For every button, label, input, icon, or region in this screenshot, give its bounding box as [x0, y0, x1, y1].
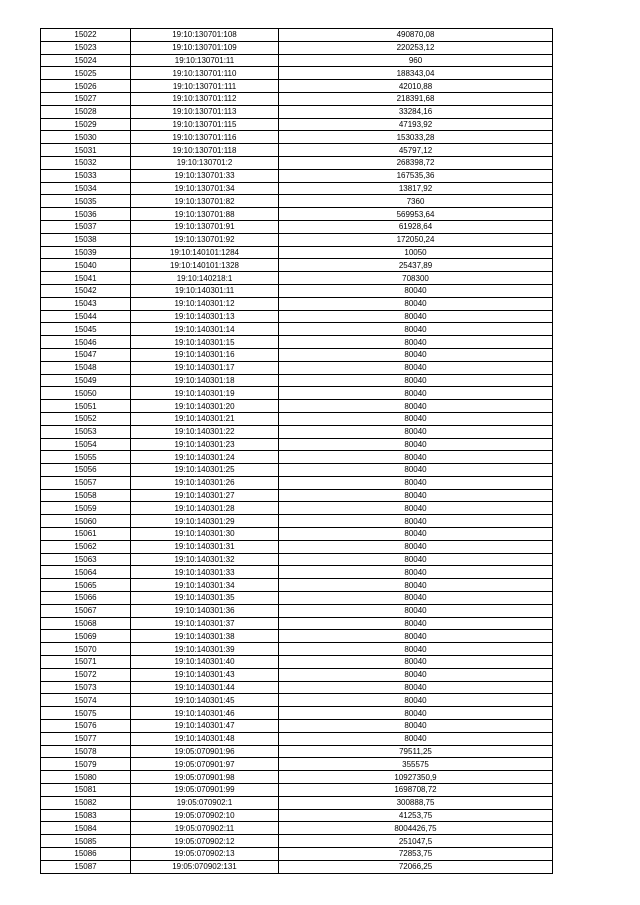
- cadastral-number-cell: 19:10:140301:19: [131, 387, 279, 400]
- row-number-cell: 15032: [41, 156, 131, 169]
- cadastral-number-cell: 19:10:140301:18: [131, 374, 279, 387]
- table-row: [41, 515, 553, 528]
- value-cell: 80040: [279, 617, 553, 630]
- row-number-cell: 15034: [41, 182, 131, 195]
- cadastral-number-cell: 19:10:130701:113: [131, 105, 279, 118]
- table-row: [41, 540, 553, 553]
- cadastral-number-cell: 19:10:130701:11: [131, 54, 279, 67]
- table-row: [41, 310, 553, 323]
- table-row: [41, 374, 553, 387]
- row-number-cell: 15069: [41, 630, 131, 643]
- row-number-cell: 15042: [41, 284, 131, 297]
- table-row: [41, 681, 553, 694]
- table-row: [41, 67, 553, 80]
- value-cell: 569953,64: [279, 208, 553, 221]
- value-cell: 80040: [279, 438, 553, 451]
- table-row: [41, 566, 553, 579]
- value-cell: 80040: [279, 502, 553, 515]
- value-cell: 80040: [279, 707, 553, 720]
- table-row: [41, 848, 553, 861]
- row-number-cell: 15029: [41, 118, 131, 131]
- cadastral-number-cell: 19:10:130701:108: [131, 29, 279, 42]
- table-row: [41, 105, 553, 118]
- table-row: [41, 489, 553, 502]
- row-number-cell: 15039: [41, 246, 131, 259]
- row-number-cell: 15055: [41, 451, 131, 464]
- row-number-cell: 15073: [41, 681, 131, 694]
- row-number-cell: 15057: [41, 476, 131, 489]
- table-body: [41, 29, 553, 874]
- cadastral-number-cell: 19:10:140301:40: [131, 656, 279, 669]
- value-cell: 80040: [279, 681, 553, 694]
- table-row: [41, 464, 553, 477]
- value-cell: 80040: [279, 515, 553, 528]
- value-cell: 80040: [279, 694, 553, 707]
- table-row: [41, 617, 553, 630]
- row-number-cell: 15036: [41, 208, 131, 221]
- row-number-cell: 15064: [41, 566, 131, 579]
- row-number-cell: 15044: [41, 310, 131, 323]
- cadastral-number-cell: 19:10:130701:2: [131, 156, 279, 169]
- table-row: [41, 579, 553, 592]
- row-number-cell: 15080: [41, 771, 131, 784]
- cadastral-number-cell: 19:05:070901:96: [131, 745, 279, 758]
- value-cell: 80040: [279, 643, 553, 656]
- cadastral-number-cell: 19:10:130701:88: [131, 208, 279, 221]
- cadastral-number-cell: 19:10:140301:45: [131, 694, 279, 707]
- table-row: [41, 144, 553, 157]
- cadastral-number-cell: 19:10:140301:20: [131, 400, 279, 413]
- value-cell: 80040: [279, 336, 553, 349]
- row-number-cell: 15066: [41, 592, 131, 605]
- cadastral-number-cell: 19:10:130701:115: [131, 118, 279, 131]
- row-number-cell: 15045: [41, 323, 131, 336]
- value-cell: 80040: [279, 720, 553, 733]
- cadastral-number-cell: 19:10:140301:33: [131, 566, 279, 579]
- table-row: [41, 80, 553, 93]
- cadastral-number-cell: 19:10:140301:26: [131, 476, 279, 489]
- table-row: [41, 707, 553, 720]
- value-cell: 80040: [279, 489, 553, 502]
- cadastral-number-cell: 19:05:070902:10: [131, 809, 279, 822]
- row-number-cell: 15027: [41, 92, 131, 105]
- table-row: [41, 118, 553, 131]
- table-row: [41, 92, 553, 105]
- value-cell: 960: [279, 54, 553, 67]
- value-cell: 708300: [279, 272, 553, 285]
- cadastral-number-cell: 19:10:140301:44: [131, 681, 279, 694]
- row-number-cell: 15023: [41, 41, 131, 54]
- table-row: [41, 412, 553, 425]
- row-number-cell: 15060: [41, 515, 131, 528]
- row-number-cell: 15076: [41, 720, 131, 733]
- value-cell: 80040: [279, 656, 553, 669]
- cadastral-number-cell: 19:10:130701:112: [131, 92, 279, 105]
- cadastral-number-cell: 19:05:070902:12: [131, 835, 279, 848]
- value-cell: 167535,36: [279, 169, 553, 182]
- row-number-cell: 15061: [41, 528, 131, 541]
- cadastral-number-cell: 19:10:140218:1: [131, 272, 279, 285]
- row-number-cell: 15078: [41, 745, 131, 758]
- value-cell: 251047,5: [279, 835, 553, 848]
- cadastral-number-cell: 19:10:130701:118: [131, 144, 279, 157]
- cadastral-number-cell: 19:05:070901:97: [131, 758, 279, 771]
- cadastral-number-cell: 19:10:140301:24: [131, 451, 279, 464]
- table-row: [41, 54, 553, 67]
- value-cell: 33284,16: [279, 105, 553, 118]
- value-cell: 80040: [279, 361, 553, 374]
- row-number-cell: 15075: [41, 707, 131, 720]
- cadastral-number-cell: 19:10:140101:1328: [131, 259, 279, 272]
- row-number-cell: 15022: [41, 29, 131, 42]
- row-number-cell: 15041: [41, 272, 131, 285]
- table-row: [41, 809, 553, 822]
- row-number-cell: 15031: [41, 144, 131, 157]
- table-row: [41, 29, 553, 42]
- row-number-cell: 15087: [41, 860, 131, 873]
- cadastral-number-cell: 19:10:140301:17: [131, 361, 279, 374]
- row-number-cell: 15058: [41, 489, 131, 502]
- row-number-cell: 15068: [41, 617, 131, 630]
- table-row: [41, 592, 553, 605]
- cadastral-number-cell: 19:05:070901:99: [131, 784, 279, 797]
- table-row: [41, 771, 553, 784]
- cadastral-number-cell: 19:10:140301:43: [131, 668, 279, 681]
- value-cell: 80040: [279, 566, 553, 579]
- table-row: [41, 387, 553, 400]
- cadastral-number-cell: 19:10:130701:109: [131, 41, 279, 54]
- cadastral-number-cell: 19:10:140301:15: [131, 336, 279, 349]
- table-row: [41, 169, 553, 182]
- cadastral-number-cell: 19:10:140301:38: [131, 630, 279, 643]
- cadastral-number-cell: 19:10:140301:22: [131, 425, 279, 438]
- cadastral-number-cell: 19:05:070901:98: [131, 771, 279, 784]
- table-row: [41, 208, 553, 221]
- value-cell: 41253,75: [279, 809, 553, 822]
- cadastral-number-cell: 19:05:070902:11: [131, 822, 279, 835]
- row-number-cell: 15072: [41, 668, 131, 681]
- row-number-cell: 15040: [41, 259, 131, 272]
- value-cell: 25437,89: [279, 259, 553, 272]
- cadastral-number-cell: 19:10:140301:25: [131, 464, 279, 477]
- table-row: [41, 835, 553, 848]
- row-number-cell: 15053: [41, 425, 131, 438]
- row-number-cell: 15050: [41, 387, 131, 400]
- table-row: [41, 476, 553, 489]
- value-cell: 72066,25: [279, 860, 553, 873]
- value-cell: 80040: [279, 540, 553, 553]
- cadastral-number-cell: 19:10:140301:36: [131, 604, 279, 617]
- table-row: [41, 361, 553, 374]
- cadastral-number-cell: 19:10:140301:39: [131, 643, 279, 656]
- row-number-cell: 15082: [41, 796, 131, 809]
- table-row: [41, 668, 553, 681]
- row-number-cell: 15086: [41, 848, 131, 861]
- value-cell: 80040: [279, 451, 553, 464]
- table-row: [41, 246, 553, 259]
- table-row: [41, 400, 553, 413]
- row-number-cell: 15065: [41, 579, 131, 592]
- value-cell: 10927350,9: [279, 771, 553, 784]
- value-cell: 80040: [279, 630, 553, 643]
- cadastral-number-cell: 19:10:130701:116: [131, 131, 279, 144]
- row-number-cell: 15026: [41, 80, 131, 93]
- row-number-cell: 15047: [41, 348, 131, 361]
- value-cell: 80040: [279, 592, 553, 605]
- cadastral-number-cell: 19:10:140301:48: [131, 732, 279, 745]
- value-cell: 80040: [279, 528, 553, 541]
- cadastral-number-cell: 19:10:130701:82: [131, 195, 279, 208]
- value-cell: 80040: [279, 412, 553, 425]
- table-row: [41, 348, 553, 361]
- value-cell: 220253,12: [279, 41, 553, 54]
- value-cell: 153033,28: [279, 131, 553, 144]
- cadastral-number-cell: 19:10:140301:34: [131, 579, 279, 592]
- value-cell: 8004426,75: [279, 822, 553, 835]
- row-number-cell: 15070: [41, 643, 131, 656]
- cadastral-number-cell: 19:10:140301:31: [131, 540, 279, 553]
- table-row: [41, 860, 553, 873]
- row-number-cell: 15025: [41, 67, 131, 80]
- row-number-cell: 15067: [41, 604, 131, 617]
- cadastral-number-cell: 19:10:130701:34: [131, 182, 279, 195]
- value-cell: 42010,88: [279, 80, 553, 93]
- value-cell: 7360: [279, 195, 553, 208]
- cadastral-number-cell: 19:10:140301:29: [131, 515, 279, 528]
- row-number-cell: 15081: [41, 784, 131, 797]
- table-row: [41, 233, 553, 246]
- table-row: [41, 784, 553, 797]
- row-number-cell: 15038: [41, 233, 131, 246]
- table-row: [41, 297, 553, 310]
- table-row: [41, 195, 553, 208]
- value-cell: 10050: [279, 246, 553, 259]
- table-row: [41, 553, 553, 566]
- row-number-cell: 15062: [41, 540, 131, 553]
- cadastral-number-cell: 19:10:140301:47: [131, 720, 279, 733]
- cadastral-number-cell: 19:10:140101:1284: [131, 246, 279, 259]
- table-row: [41, 796, 553, 809]
- cadastral-number-cell: 19:10:140301:11: [131, 284, 279, 297]
- table-row: [41, 425, 553, 438]
- value-cell: 1698708,72: [279, 784, 553, 797]
- value-cell: 80040: [279, 476, 553, 489]
- table-row: [41, 630, 553, 643]
- row-number-cell: 15030: [41, 131, 131, 144]
- value-cell: 80040: [279, 553, 553, 566]
- cadastral-number-cell: 19:05:070902:131: [131, 860, 279, 873]
- cadastral-number-cell: 19:10:140301:14: [131, 323, 279, 336]
- table-row: [41, 502, 553, 515]
- value-cell: 218391,68: [279, 92, 553, 105]
- row-number-cell: 15063: [41, 553, 131, 566]
- cadastral-number-cell: 19:05:070902:13: [131, 848, 279, 861]
- cadastral-number-cell: 19:10:140301:16: [131, 348, 279, 361]
- cadastral-number-cell: 19:10:130701:110: [131, 67, 279, 80]
- row-number-cell: 15077: [41, 732, 131, 745]
- row-number-cell: 15033: [41, 169, 131, 182]
- table-row: [41, 336, 553, 349]
- row-number-cell: 15051: [41, 400, 131, 413]
- row-number-cell: 15083: [41, 809, 131, 822]
- value-cell: 80040: [279, 579, 553, 592]
- value-cell: 61928,64: [279, 220, 553, 233]
- cadastral-number-cell: 19:10:140301:23: [131, 438, 279, 451]
- row-number-cell: 15059: [41, 502, 131, 515]
- cadastral-number-cell: 19:10:130701:111: [131, 80, 279, 93]
- cadastral-number-cell: 19:10:140301:32: [131, 553, 279, 566]
- table-row: [41, 451, 553, 464]
- value-cell: 188343,04: [279, 67, 553, 80]
- row-number-cell: 15035: [41, 195, 131, 208]
- cadastral-number-cell: 19:10:140301:30: [131, 528, 279, 541]
- row-number-cell: 15079: [41, 758, 131, 771]
- cadastral-number-cell: 19:10:140301:21: [131, 412, 279, 425]
- value-cell: 80040: [279, 604, 553, 617]
- table-row: [41, 758, 553, 771]
- table-row: [41, 284, 553, 297]
- table-row: [41, 220, 553, 233]
- row-number-cell: 15054: [41, 438, 131, 451]
- cadastral-value-table: [40, 28, 553, 874]
- cadastral-number-cell: 19:10:140301:13: [131, 310, 279, 323]
- table-row: [41, 272, 553, 285]
- value-cell: 80040: [279, 400, 553, 413]
- value-cell: 80040: [279, 732, 553, 745]
- value-cell: 80040: [279, 310, 553, 323]
- cadastral-number-cell: 19:10:140301:37: [131, 617, 279, 630]
- row-number-cell: 15056: [41, 464, 131, 477]
- row-number-cell: 15085: [41, 835, 131, 848]
- row-number-cell: 15049: [41, 374, 131, 387]
- cadastral-number-cell: 19:10:140301:28: [131, 502, 279, 515]
- row-number-cell: 15024: [41, 54, 131, 67]
- value-cell: 45797,12: [279, 144, 553, 157]
- cadastral-number-cell: 19:10:130701:91: [131, 220, 279, 233]
- value-cell: 80040: [279, 425, 553, 438]
- table-row: [41, 604, 553, 617]
- value-cell: 490870,08: [279, 29, 553, 42]
- table-row: [41, 41, 553, 54]
- table-row: [41, 656, 553, 669]
- value-cell: 80040: [279, 387, 553, 400]
- row-number-cell: 15048: [41, 361, 131, 374]
- table-row: [41, 745, 553, 758]
- table-row: [41, 732, 553, 745]
- cadastral-number-cell: 19:05:070902:1: [131, 796, 279, 809]
- row-number-cell: 15028: [41, 105, 131, 118]
- table-row: [41, 720, 553, 733]
- value-cell: 80040: [279, 323, 553, 336]
- value-cell: 80040: [279, 297, 553, 310]
- cadastral-number-cell: 19:10:130701:92: [131, 233, 279, 246]
- value-cell: 300888,75: [279, 796, 553, 809]
- row-number-cell: 15071: [41, 656, 131, 669]
- table-row: [41, 528, 553, 541]
- table-row: [41, 182, 553, 195]
- value-cell: 268398,72: [279, 156, 553, 169]
- row-number-cell: 15052: [41, 412, 131, 425]
- row-number-cell: 15043: [41, 297, 131, 310]
- cadastral-number-cell: 19:10:130701:33: [131, 169, 279, 182]
- value-cell: 80040: [279, 464, 553, 477]
- table-row: [41, 131, 553, 144]
- cadastral-number-cell: 19:10:140301:35: [131, 592, 279, 605]
- table-row: [41, 323, 553, 336]
- row-number-cell: 15037: [41, 220, 131, 233]
- table-row: [41, 259, 553, 272]
- table-row: [41, 643, 553, 656]
- table-row: [41, 156, 553, 169]
- cadastral-number-cell: 19:10:140301:12: [131, 297, 279, 310]
- cadastral-number-cell: 19:10:140301:46: [131, 707, 279, 720]
- value-cell: 80040: [279, 374, 553, 387]
- table-row: [41, 822, 553, 835]
- row-number-cell: 15046: [41, 336, 131, 349]
- row-number-cell: 15074: [41, 694, 131, 707]
- value-cell: 72853,75: [279, 848, 553, 861]
- table-row: [41, 694, 553, 707]
- value-cell: 172050,24: [279, 233, 553, 246]
- value-cell: 13817,92: [279, 182, 553, 195]
- cadastral-number-cell: 19:10:140301:27: [131, 489, 279, 502]
- value-cell: 79511,25: [279, 745, 553, 758]
- value-cell: 80040: [279, 348, 553, 361]
- value-cell: 80040: [279, 668, 553, 681]
- row-number-cell: 15084: [41, 822, 131, 835]
- value-cell: 47193,92: [279, 118, 553, 131]
- value-cell: 355575: [279, 758, 553, 771]
- value-cell: 80040: [279, 284, 553, 297]
- table-row: [41, 438, 553, 451]
